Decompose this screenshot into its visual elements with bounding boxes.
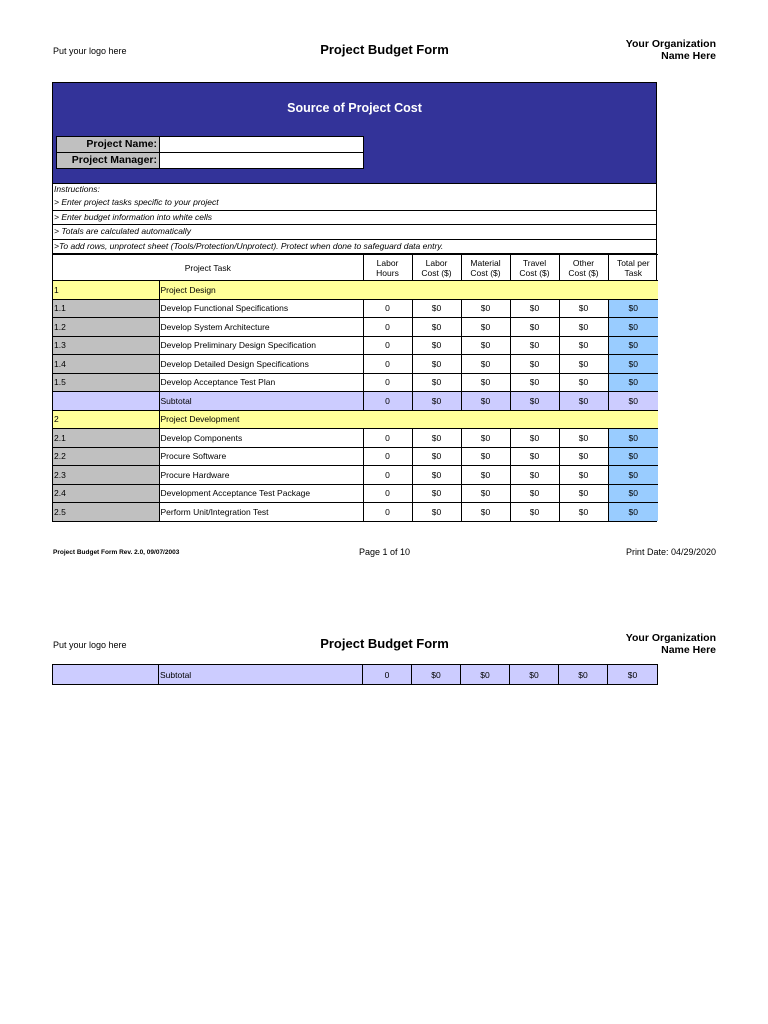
section-row bbox=[53, 410, 658, 429]
task-number: 1.5 bbox=[53, 373, 159, 392]
table-row bbox=[53, 429, 658, 448]
travel-cost-cell[interactable]: $0 bbox=[510, 336, 559, 355]
table-row bbox=[53, 447, 658, 466]
labor-cost-cell[interactable]: $0 bbox=[412, 484, 461, 503]
subtotal-hours: 0 bbox=[363, 665, 412, 685]
task-total-cell: $0 bbox=[608, 503, 658, 522]
task-name[interactable]: Procure Hardware bbox=[159, 466, 363, 485]
table-row bbox=[53, 336, 658, 355]
task-total-cell: $0 bbox=[608, 373, 658, 392]
subtotal-material: $0 bbox=[461, 665, 510, 685]
instruction-line: > Enter budget information into white cells bbox=[53, 211, 656, 226]
labor-cost-cell[interactable]: $0 bbox=[412, 355, 461, 374]
task-total-cell: $0 bbox=[608, 318, 658, 337]
material-cost-cell[interactable]: $0 bbox=[461, 503, 510, 522]
travel-cost-cell[interactable]: $0 bbox=[510, 466, 559, 485]
material-cost-cell[interactable]: $0 bbox=[461, 466, 510, 485]
travel-cost-cell[interactable]: $0 bbox=[510, 484, 559, 503]
labor-cost-cell[interactable]: $0 bbox=[412, 447, 461, 466]
page-header bbox=[53, 36, 716, 72]
page-title: Project Budget Form bbox=[320, 42, 449, 57]
instruction-line: > Totals are calculated automatically bbox=[53, 225, 656, 240]
task-total-cell: $0 bbox=[608, 484, 658, 503]
table-row bbox=[53, 299, 658, 318]
instruction-line: Instructions: bbox=[54, 184, 100, 194]
budget-table-continued bbox=[52, 664, 658, 685]
banner-title: Source of Project Cost bbox=[287, 101, 422, 115]
task-number: 2.5 bbox=[53, 503, 159, 522]
subtotal-other: $0 bbox=[559, 665, 608, 685]
subtotal-travel: $0 bbox=[510, 392, 559, 411]
labor-cost-cell[interactable]: $0 bbox=[412, 318, 461, 337]
table-row bbox=[53, 355, 658, 374]
other-cost-cell[interactable]: $0 bbox=[559, 484, 608, 503]
other-cost-cell[interactable]: $0 bbox=[559, 503, 608, 522]
task-name[interactable]: Develop Preliminary Design Specification bbox=[159, 336, 363, 355]
labor-hours-cell[interactable]: 0 bbox=[363, 466, 412, 485]
material-cost-cell[interactable]: $0 bbox=[461, 336, 510, 355]
column-header-labor-cost: Labor Cost ($) bbox=[412, 255, 461, 281]
task-name[interactable]: Develop Components bbox=[159, 429, 363, 448]
section-name: Project Design bbox=[159, 281, 658, 300]
organization-name: Your Organization Name Here bbox=[625, 632, 716, 656]
budget-sheet-continued bbox=[52, 664, 657, 685]
travel-cost-cell[interactable]: $0 bbox=[510, 429, 559, 448]
task-name[interactable]: Develop Acceptance Test Plan bbox=[159, 373, 363, 392]
travel-cost-cell[interactable]: $0 bbox=[510, 299, 559, 318]
task-name[interactable]: Procure Software bbox=[159, 447, 363, 466]
section-number: 2 bbox=[53, 410, 159, 429]
page-number: Page 1 of 10 bbox=[358, 547, 411, 557]
travel-cost-cell[interactable]: $0 bbox=[510, 447, 559, 466]
other-cost-cell[interactable]: $0 bbox=[559, 447, 608, 466]
subtotal-labor: $0 bbox=[412, 392, 461, 411]
task-total-cell: $0 bbox=[608, 355, 658, 374]
cost-banner bbox=[53, 83, 656, 184]
subtotal-hours: 0 bbox=[363, 392, 412, 411]
travel-cost-cell[interactable]: $0 bbox=[510, 373, 559, 392]
travel-cost-cell[interactable]: $0 bbox=[510, 355, 559, 374]
labor-cost-cell[interactable]: $0 bbox=[412, 429, 461, 448]
labor-hours-cell[interactable]: 0 bbox=[363, 355, 412, 374]
project-name-row bbox=[56, 136, 364, 153]
project-manager-input[interactable] bbox=[160, 152, 364, 169]
project-manager-row bbox=[56, 152, 364, 169]
material-cost-cell[interactable]: $0 bbox=[461, 318, 510, 337]
labor-hours-cell[interactable]: 0 bbox=[363, 447, 412, 466]
subtotal-total: $0 bbox=[608, 392, 658, 411]
section-name: Project Development bbox=[159, 410, 658, 429]
task-number: 2.3 bbox=[53, 466, 159, 485]
material-cost-cell[interactable]: $0 bbox=[461, 355, 510, 374]
task-number: 2.4 bbox=[53, 484, 159, 503]
column-header-task: Project Task bbox=[53, 255, 363, 281]
subtotal-labor: $0 bbox=[412, 665, 461, 685]
instructions bbox=[53, 184, 656, 254]
subtotal-label: Subtotal bbox=[159, 665, 363, 685]
labor-cost-cell[interactable]: $0 bbox=[412, 503, 461, 522]
material-cost-cell[interactable]: $0 bbox=[461, 447, 510, 466]
task-number: 1.4 bbox=[53, 355, 159, 374]
labor-cost-cell[interactable]: $0 bbox=[412, 299, 461, 318]
column-header-travel-cost: Travel Cost ($) bbox=[510, 255, 559, 281]
material-cost-cell[interactable]: $0 bbox=[461, 299, 510, 318]
instruction-line: >To add rows, unprotect sheet (Tools/Protection/Unprotect). Protect when done to safeguard data entry. bbox=[53, 240, 656, 255]
task-name[interactable]: Perform Unit/Integration Test bbox=[159, 503, 363, 522]
column-header-labor-hours: Labor Hours bbox=[363, 255, 412, 281]
labor-cost-cell[interactable]: $0 bbox=[412, 336, 461, 355]
task-name[interactable]: Development Acceptance Test Package bbox=[159, 484, 363, 503]
other-cost-cell[interactable]: $0 bbox=[559, 318, 608, 337]
subtotal-label: Subtotal bbox=[159, 392, 363, 411]
task-number: 2.1 bbox=[53, 429, 159, 448]
labor-hours-cell[interactable]: 0 bbox=[363, 373, 412, 392]
task-number: 1.3 bbox=[53, 336, 159, 355]
other-cost-cell[interactable]: $0 bbox=[559, 373, 608, 392]
labor-hours-cell[interactable]: 0 bbox=[363, 336, 412, 355]
column-header-material-cost: Material Cost ($) bbox=[461, 255, 510, 281]
task-number: 1.2 bbox=[53, 318, 159, 337]
organization-name: Your Organization Name Here bbox=[625, 38, 716, 62]
project-name-input[interactable] bbox=[160, 136, 364, 153]
travel-cost-cell[interactable]: $0 bbox=[510, 318, 559, 337]
material-cost-cell[interactable]: $0 bbox=[461, 484, 510, 503]
budget-table bbox=[53, 254, 658, 521]
task-total-cell: $0 bbox=[608, 429, 658, 448]
table-header bbox=[53, 255, 658, 281]
table-row bbox=[53, 484, 658, 503]
project-name-label: Project Name: bbox=[56, 136, 160, 153]
subtotal-material: $0 bbox=[461, 392, 510, 411]
budget-sheet bbox=[52, 82, 657, 522]
page-title: Project Budget Form bbox=[320, 636, 449, 651]
column-header-other-cost: Other Cost ($) bbox=[559, 255, 608, 281]
subtotal-total: $0 bbox=[608, 665, 658, 685]
labor-hours-cell[interactable]: 0 bbox=[363, 318, 412, 337]
logo-placeholder: Put your logo here bbox=[53, 640, 127, 650]
print-date: Print Date: 04/29/2020 bbox=[625, 547, 716, 557]
task-name[interactable]: Develop System Architecture bbox=[159, 318, 363, 337]
project-manager-label: Project Manager: bbox=[56, 152, 160, 169]
revision-note: Project Budget Form Rev. 2.0, 09/07/2003 bbox=[53, 549, 180, 556]
labor-hours-cell[interactable]: 0 bbox=[363, 429, 412, 448]
column-header-total: Total per Task bbox=[608, 255, 658, 281]
other-cost-cell[interactable]: $0 bbox=[559, 336, 608, 355]
subtotal-travel: $0 bbox=[510, 665, 559, 685]
task-name[interactable]: Develop Detailed Design Specifications bbox=[159, 355, 363, 374]
section-number: 1 bbox=[53, 281, 159, 300]
task-total-cell: $0 bbox=[608, 336, 658, 355]
logo-placeholder: Put your logo here bbox=[53, 46, 127, 56]
page-footer bbox=[53, 547, 716, 559]
table-row bbox=[53, 318, 658, 337]
section-row bbox=[53, 281, 658, 300]
other-cost-cell[interactable]: $0 bbox=[559, 429, 608, 448]
other-cost-cell[interactable]: $0 bbox=[559, 355, 608, 374]
other-cost-cell[interactable]: $0 bbox=[559, 466, 608, 485]
task-total-cell: $0 bbox=[608, 447, 658, 466]
task-number: 2.2 bbox=[53, 447, 159, 466]
task-total-cell: $0 bbox=[608, 466, 658, 485]
other-cost-cell[interactable]: $0 bbox=[559, 299, 608, 318]
subtotal-row bbox=[53, 665, 658, 685]
table-row bbox=[53, 503, 658, 522]
table-row bbox=[53, 373, 658, 392]
task-number: 1.1 bbox=[53, 299, 159, 318]
labor-hours-cell[interactable]: 0 bbox=[363, 299, 412, 318]
material-cost-cell[interactable]: $0 bbox=[461, 429, 510, 448]
travel-cost-cell[interactable]: $0 bbox=[510, 503, 559, 522]
labor-cost-cell[interactable]: $0 bbox=[412, 373, 461, 392]
instruction-line: > Enter project tasks specific to your project bbox=[53, 196, 656, 211]
subtotal-other: $0 bbox=[559, 392, 608, 411]
task-total-cell: $0 bbox=[608, 299, 658, 318]
table-row bbox=[53, 466, 658, 485]
task-name[interactable]: Develop Functional Specifications bbox=[159, 299, 363, 318]
labor-cost-cell[interactable]: $0 bbox=[412, 466, 461, 485]
subtotal-row bbox=[53, 392, 658, 411]
page-header-2 bbox=[53, 630, 716, 666]
labor-hours-cell[interactable]: 0 bbox=[363, 503, 412, 522]
material-cost-cell[interactable]: $0 bbox=[461, 373, 510, 392]
labor-hours-cell[interactable]: 0 bbox=[363, 484, 412, 503]
